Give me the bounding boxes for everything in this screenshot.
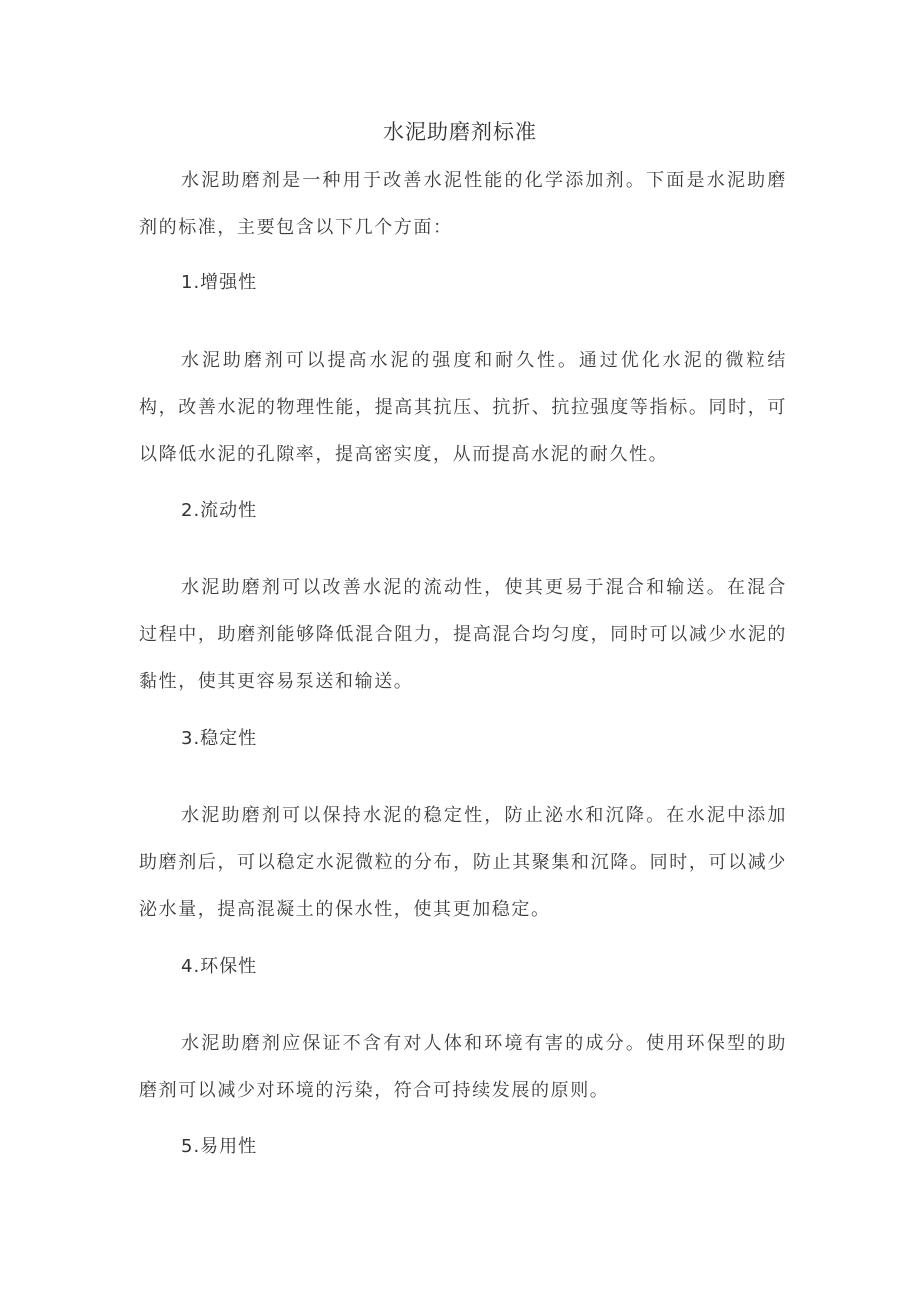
section-heading-environmental: 4.环保性 (181, 956, 258, 977)
intro-paragraph: 水泥助磨剂是一种用于改善水泥性能的化学添加剂。下面是水泥助磨剂的标准，主要包含以下几个方面： (139, 170, 787, 238)
section-heading-fluidity: 2.流动性 (181, 500, 258, 521)
section-heading-strength: 1.增强性 (181, 272, 258, 293)
section-body-stability: 水泥助磨剂可以保持水泥的稳定性，防止泌水和沉降。在水泥中添加助磨剂后，可以稳定水泥微粒的分布，防止其聚集和沉降。同时，可以减少泌水量，提高混凝土的保水性，使其更加稳定。 (139, 805, 787, 920)
section-heading-usability: 5.易用性 (181, 1136, 258, 1157)
section-body-fluidity: 水泥助磨剂可以改善水泥的流动性，使其更易于混合和输送。在混合过程中，助磨剂能够降低混合阻力，提高混合均匀度，同时可以减少水泥的黏性，使其更容易泵送和输送。 (139, 577, 787, 692)
section-body-strength: 水泥助磨剂可以提高水泥的强度和耐久性。通过优化水泥的微粒结构，改善水泥的物理性能，提高其抗压、抗折、抗拉强度等指标。同时，可以降低水泥的孔隙率，提高密实度，从而提高水泥的耐久性。 (139, 350, 787, 465)
section-heading-stability: 3.稳定性 (181, 728, 258, 749)
document-title: 水泥助磨剂标准 (383, 120, 537, 144)
section-body-environmental: 水泥助磨剂应保证不含有对人体和环境有害的成分。使用环保型的助磨剂可以减少对环境的污染，符合可持续发展的原则。 (139, 1033, 787, 1101)
